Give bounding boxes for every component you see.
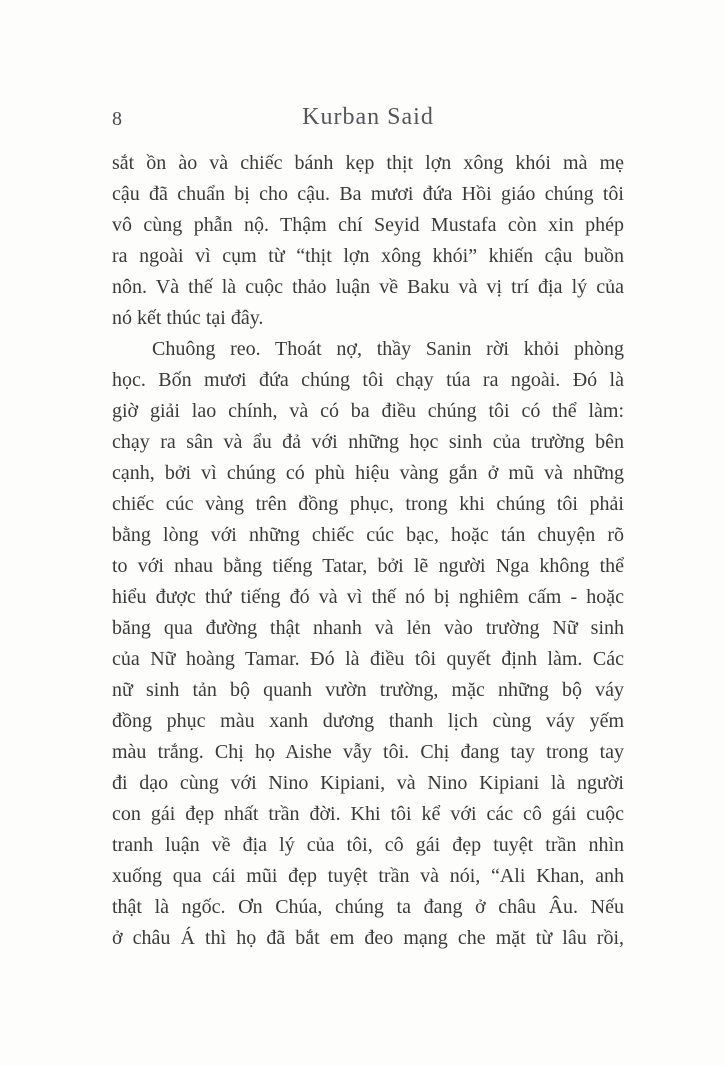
paragraph xyxy=(112,334,624,954)
page-number: 8 xyxy=(112,108,122,130)
text-line: thật là ngốc. Ơn Chúa, chúng ta đang ở châu Âu. Nếu xyxy=(112,896,624,918)
text-line: băng qua đường thật nhanh và lẻn vào trường Nữ sinh xyxy=(112,617,624,639)
text-line: cậu đã chuẩn bị cho cậu. Ba mươi đứa Hồi giáo chúng tôi xyxy=(112,183,624,205)
text-line: màu trắng. Chị họ Aishe vẫy tôi. Chị đang tay trong tay xyxy=(112,741,624,763)
text-line: đi dạo cùng với Nino Kipiani, và Nino Kipiani là người xyxy=(112,772,624,794)
text-line: Chuông reo. Thoát nợ, thầy Sanin rời khỏi phòng xyxy=(152,338,624,360)
text-line: ở châu Á thì họ đã bắt em đeo mạng che mặt từ lâu rồi, xyxy=(112,927,624,949)
text-line: của Nữ hoàng Tamar. Đó là điều tôi quyết định làm. Các xyxy=(112,648,624,670)
text-line: vô cùng phẫn nộ. Thậm chí Seyid Mustafa còn xin phép xyxy=(112,214,624,236)
running-title: Kurban Said xyxy=(302,104,434,130)
page-body xyxy=(112,148,624,954)
text-line: học. Bốn mươi đứa chúng tôi chạy túa ra ngoài. Đó là xyxy=(112,369,624,391)
text-line: bằng lòng với những chiếc cúc bạc, hoặc tán chuyện rõ xyxy=(112,524,624,546)
text-line: xuống qua cái mũi đẹp tuyệt trần và nói, “Ali Khan, anh xyxy=(112,865,624,887)
text-line: hiểu được thứ tiếng đó và vì thế nó bị nghiêm cấm - hoặc xyxy=(112,586,624,608)
text-line: chạy ra sân và ẩu đả với những học sinh của trường bên xyxy=(112,431,624,453)
text-line: nôn. Và thế là cuộc thảo luận về Baku và vị trí địa lý của xyxy=(112,276,624,298)
text-line: nó kết thúc tại đây. xyxy=(112,307,264,329)
page-header xyxy=(112,102,624,132)
text-line: tranh luận về địa lý của tôi, cô gái đẹp tuyệt trần nhìn xyxy=(112,834,624,856)
text-line: chiếc cúc vàng trên đồng phục, trong khi chúng tôi phải xyxy=(112,493,624,515)
text-line: đồng phục màu xanh dương thanh lịch cùng váy yếm xyxy=(112,710,624,732)
text-line: con gái đẹp nhất trần đời. Khi tôi kể với các cô gái cuộc xyxy=(112,803,624,825)
text-line: giờ giải lao chính, và có ba điều chúng tôi có thể làm: xyxy=(112,400,624,422)
paragraph xyxy=(112,148,624,334)
text-line: sắt ồn ào và chiếc bánh kẹp thịt lợn xông khói mà mẹ xyxy=(112,152,624,174)
text-line: nữ sinh tản bộ quanh vườn trường, mặc những bộ váy xyxy=(112,679,624,701)
text-line: ra ngoài vì cụm từ “thịt lợn xông khói” khiến cậu buồn xyxy=(112,245,624,267)
text-line: to với nhau bằng tiếng Tatar, bởi lẽ người Nga không thể xyxy=(112,555,624,577)
text-line: cạnh, bởi vì chúng có phù hiệu vàng gắn ở mũ và những xyxy=(112,462,624,484)
